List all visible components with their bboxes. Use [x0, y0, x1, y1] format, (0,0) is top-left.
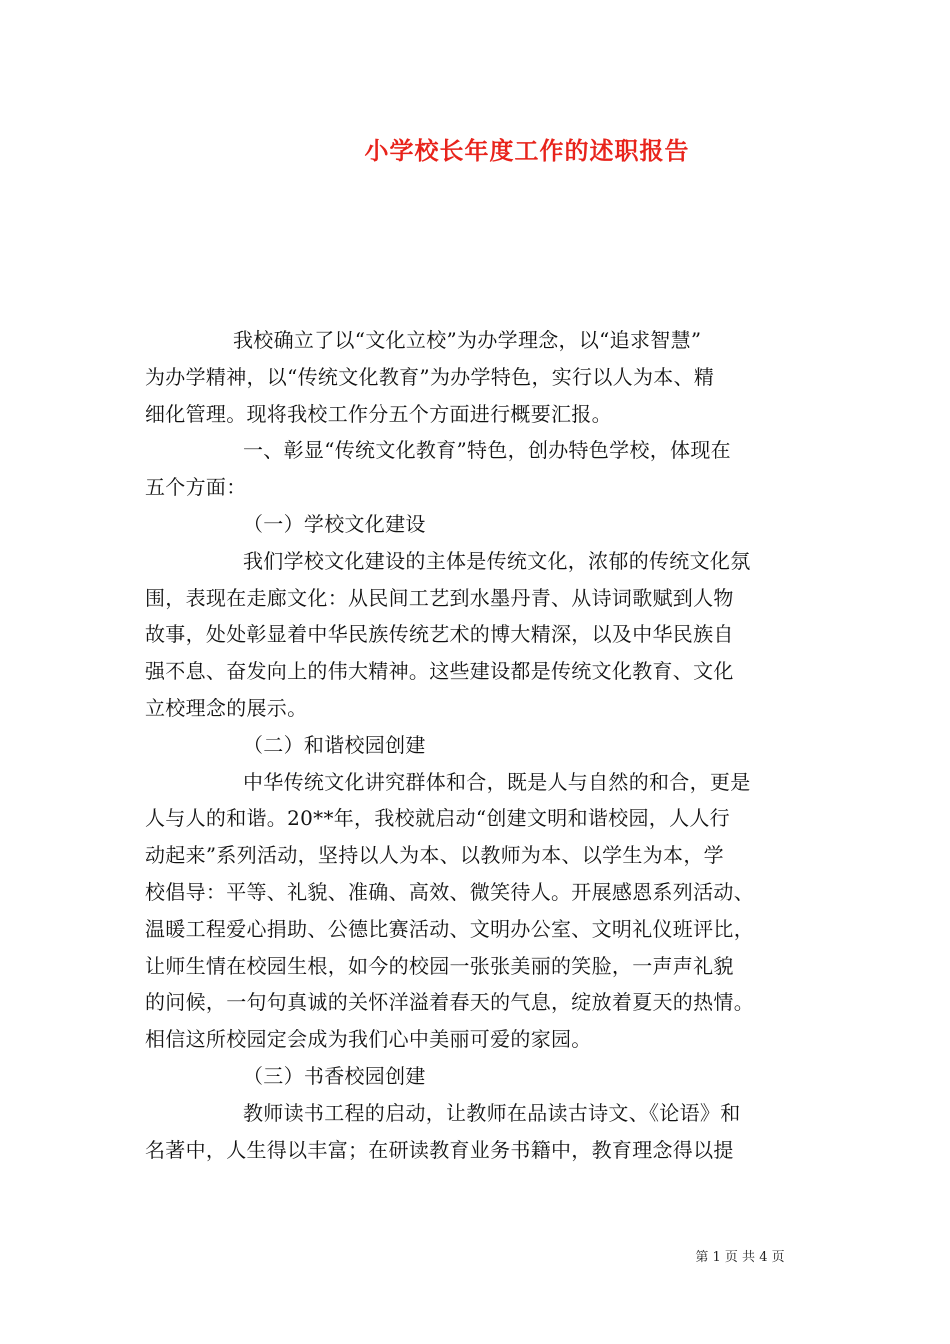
document-title: 小学校长年度工作的述职报告 [364, 136, 690, 165]
paragraph-line: 我校确立了以“文化立校”为办学理念，以“追求智慧” [233, 328, 702, 352]
paragraph-line: 的问候，一句句真诚的关怀洋溢着春天的气息，绽放着夏天的热情。 [145, 990, 754, 1015]
paragraph-line: 强不息、奋发向上的伟大精神。这些建设都是传统文化教育、文化 [145, 659, 734, 684]
paragraph-line: 相信这所校园定会成为我们心中美丽可爱的家园。 [145, 1027, 592, 1052]
document-body [145, 322, 813, 1168]
subsection-heading: （二）和谐校园创建 [243, 732, 426, 757]
paragraph-line: 为办学精神，以“传统文化教育”为办学特色，实行以人为本、精 [145, 364, 715, 389]
paragraph-line: 温暖工程爱心捐助、公德比赛活动、文明办公室、文明礼仪班评比， [145, 916, 754, 941]
paragraph-line: 教师读书工程的启动，让教师在品读古诗文、《论语》和 [243, 1100, 741, 1125]
paragraph-line: 立校理念的展示。 [145, 695, 308, 720]
paragraph-line: 我们学校文化建设的主体是传统文化，浓郁的传统文化氛 [243, 548, 751, 573]
paragraph-line: 围，表现在走廊文化：从民间工艺到水墨丹青、从诗词歌赋到人物 [145, 585, 734, 610]
subsection-heading: （三）书香校园创建 [243, 1063, 426, 1088]
paragraph-line: 人与人的和谐。20**年，我校就启动“创建文明和谐校园，人人行 [145, 806, 730, 831]
page-number-footer: 第 1 页 共 4 页 [695, 1250, 785, 1265]
paragraph-line: 中华传统文化讲究群体和合，既是人与自然的和合，更是 [243, 769, 751, 794]
paragraph-line: 细化管理。现将我校工作分五个方面进行概要汇报。 [145, 401, 612, 426]
paragraph-line: 动起来”系列活动，坚持以人为本、以教师为本、以学生为本，学 [145, 843, 724, 868]
section-heading-line: 一、彰显“传统文化教育”特色，创办特色学校，体现在 [243, 438, 731, 463]
subsection-heading: （一）学校文化建设 [243, 511, 426, 536]
paragraph-line: 故事，处处彰显着中华民族传统艺术的博大精深，以及中华民族自 [145, 622, 734, 647]
paragraph-line: 名著中，人生得以丰富；在研读教育业务书籍中，教育理念得以提 [145, 1137, 734, 1162]
paragraph-line: 校倡导：平等、礼貌、准确、高效、微笑待人。开展感恩系列活动、 [145, 879, 754, 904]
section-heading-line: 五个方面： [145, 475, 247, 500]
paragraph-line: 让师生情在校园生根，如今的校园一张张美丽的笑脸，一声声礼貌 [145, 953, 734, 978]
